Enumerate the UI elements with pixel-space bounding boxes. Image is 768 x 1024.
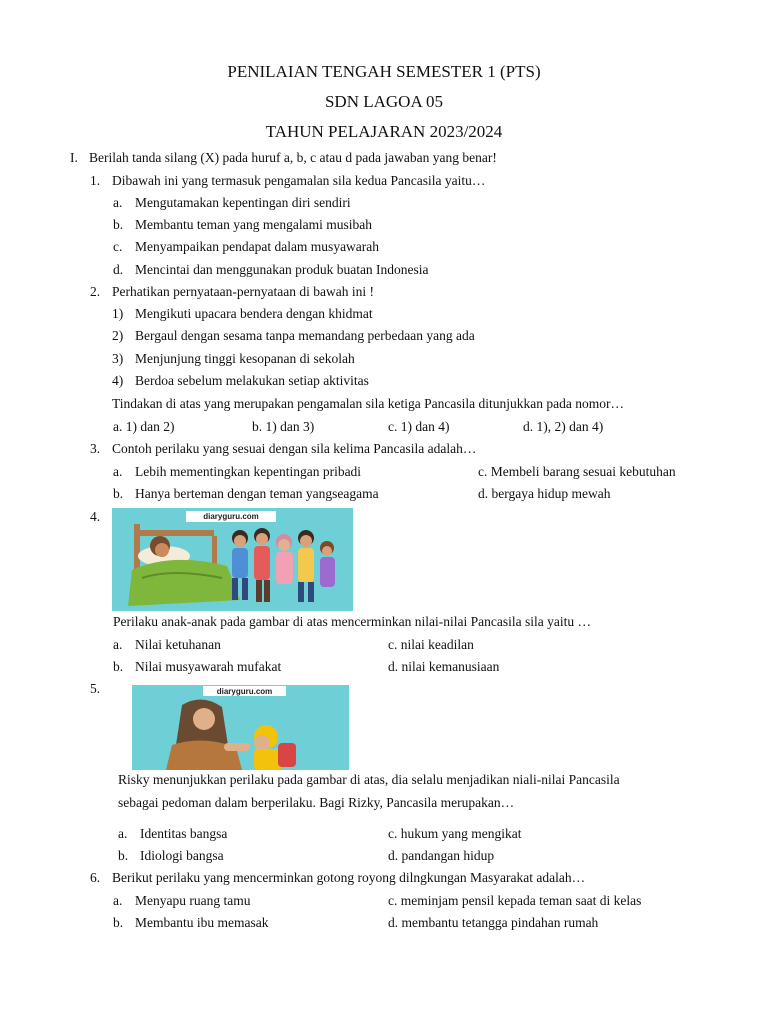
option-d: d. 1), 2) dan 4) <box>523 419 604 434</box>
option-a: Identitas bangsa <box>140 826 228 841</box>
option-b: Membantu teman yang mengalami musibah <box>135 217 372 232</box>
option-a: a. 1) dan 2) <box>113 419 175 434</box>
question-text: Contoh perilaku yang sesuai dengan sila kelima Pancasila adalah… <box>112 441 477 456</box>
option-a: Mengutamakan kepentingan diri sendiri <box>135 195 351 210</box>
option-c: c. hukum yang mengikat <box>388 826 522 841</box>
option-key: b. <box>113 486 124 501</box>
question-text: Perilaku anak-anak pada gambar di atas mencerminkan nilai-nilai Pancasila sila yaitu … <box>113 614 591 629</box>
statement-1: Mengikuti upacara bendera dengan khidmat <box>135 306 373 321</box>
image-watermark: diaryguru.com <box>186 511 276 522</box>
option-d: d. bergaya hidup mewah <box>478 486 611 501</box>
option-key: c. <box>113 239 123 254</box>
academic-year: TAHUN PELAJARAN 2023/2024 <box>265 122 503 141</box>
school-name: SDN LAGOA 05 <box>324 92 444 111</box>
question-number: 4. <box>90 509 101 524</box>
statement-4: Berdoa sebelum melakukan setiap aktivitas <box>135 373 369 388</box>
option-a: Menyapu ruang tamu <box>135 893 251 908</box>
statement-key: 2) <box>112 328 124 343</box>
option-a: Lebih mementingkan kepentingan pribadi <box>135 464 362 479</box>
option-d: d. pandangan hidup <box>388 848 495 863</box>
greeting-mother-illustration <box>132 685 349 770</box>
option-key: b. <box>113 659 124 674</box>
option-key: a. <box>118 826 128 841</box>
statement-key: 4) <box>112 373 124 388</box>
question-text: Berikut perilaku yang mencerminkan gotong royong dilngkungan Masyarakat adalah… <box>112 870 586 885</box>
sick-visit-illustration <box>112 508 353 611</box>
question-text-line-1: Risky menunjukkan perilaku pada gambar di atas, dia selalu menjadikan niali-nilai Pancasila <box>118 772 620 787</box>
option-c: c. meminjam pensil kepada teman saat di kelas <box>388 893 642 908</box>
question-text: Perhatikan pernyataan-pernyataan di bawah ini ! <box>112 284 375 299</box>
statement-2: Bergaul dengan sesama tanpa memandang perbedaan yang ada <box>135 328 475 343</box>
section-number: I. <box>70 150 78 165</box>
option-d: Mencintai dan menggunakan produk buatan Indonesia <box>135 262 429 277</box>
option-key: d. <box>113 262 124 277</box>
option-b: Idiologi bangsa <box>140 848 224 863</box>
question-number: 6. <box>90 870 101 885</box>
option-key: a. <box>113 637 123 652</box>
question-number: 3. <box>90 441 101 456</box>
option-b: b. 1) dan 3) <box>252 419 315 434</box>
option-d: d. membantu tetangga pindahan rumah <box>388 915 599 930</box>
option-key: a. <box>113 464 123 479</box>
option-b: Hanya berteman dengan teman yangseagama <box>135 486 379 501</box>
section-instruction: Berilah tanda silang (X) pada huruf a, b, c atau d pada jawaban yang benar! <box>89 150 497 165</box>
illustration-art <box>132 685 349 770</box>
option-c: c. Membeli barang sesuai kebutuhan <box>478 464 676 479</box>
option-c: c. nilai keadilan <box>388 637 474 652</box>
option-b: Membantu ibu memasak <box>135 915 269 930</box>
option-key: b. <box>113 217 124 232</box>
statement-key: 1) <box>112 306 124 321</box>
option-b: Nilai musyawarah mufakat <box>135 659 282 674</box>
statement-3: Menjunjung tinggi kesopanan di sekolah <box>135 351 355 366</box>
exam-title: PENILAIAN TENGAH SEMESTER 1 (PTS) <box>227 62 541 81</box>
question-number: 5. <box>90 681 101 696</box>
option-key: a. <box>113 195 123 210</box>
option-key: a. <box>113 893 123 908</box>
option-key: b. <box>118 848 129 863</box>
question-number: 2. <box>90 284 101 299</box>
statement-key: 3) <box>112 351 124 366</box>
option-c: Menyampaikan pendapat dalam musyawarah <box>135 239 380 254</box>
question-prompt: Tindakan di atas yang merupakan pengamalan sila ketiga Pancasila ditunjukkan pada nomor… <box>112 396 624 411</box>
question-text: Dibawah ini yang termasuk pengamalan sila kedua Pancasila yaitu… <box>112 173 486 188</box>
option-key: b. <box>113 915 124 930</box>
question-text-line-2: sebagai pedoman dalam berperilaku. Bagi Rizky, Pancasila merupakan… <box>118 795 515 810</box>
option-c: c. 1) dan 4) <box>388 419 450 434</box>
option-d: d. nilai kemanusiaan <box>388 659 500 674</box>
option-a: Nilai ketuhanan <box>135 637 221 652</box>
question-number: 1. <box>90 173 101 188</box>
illustration-art <box>112 508 353 611</box>
image-watermark: diaryguru.com <box>203 686 286 696</box>
